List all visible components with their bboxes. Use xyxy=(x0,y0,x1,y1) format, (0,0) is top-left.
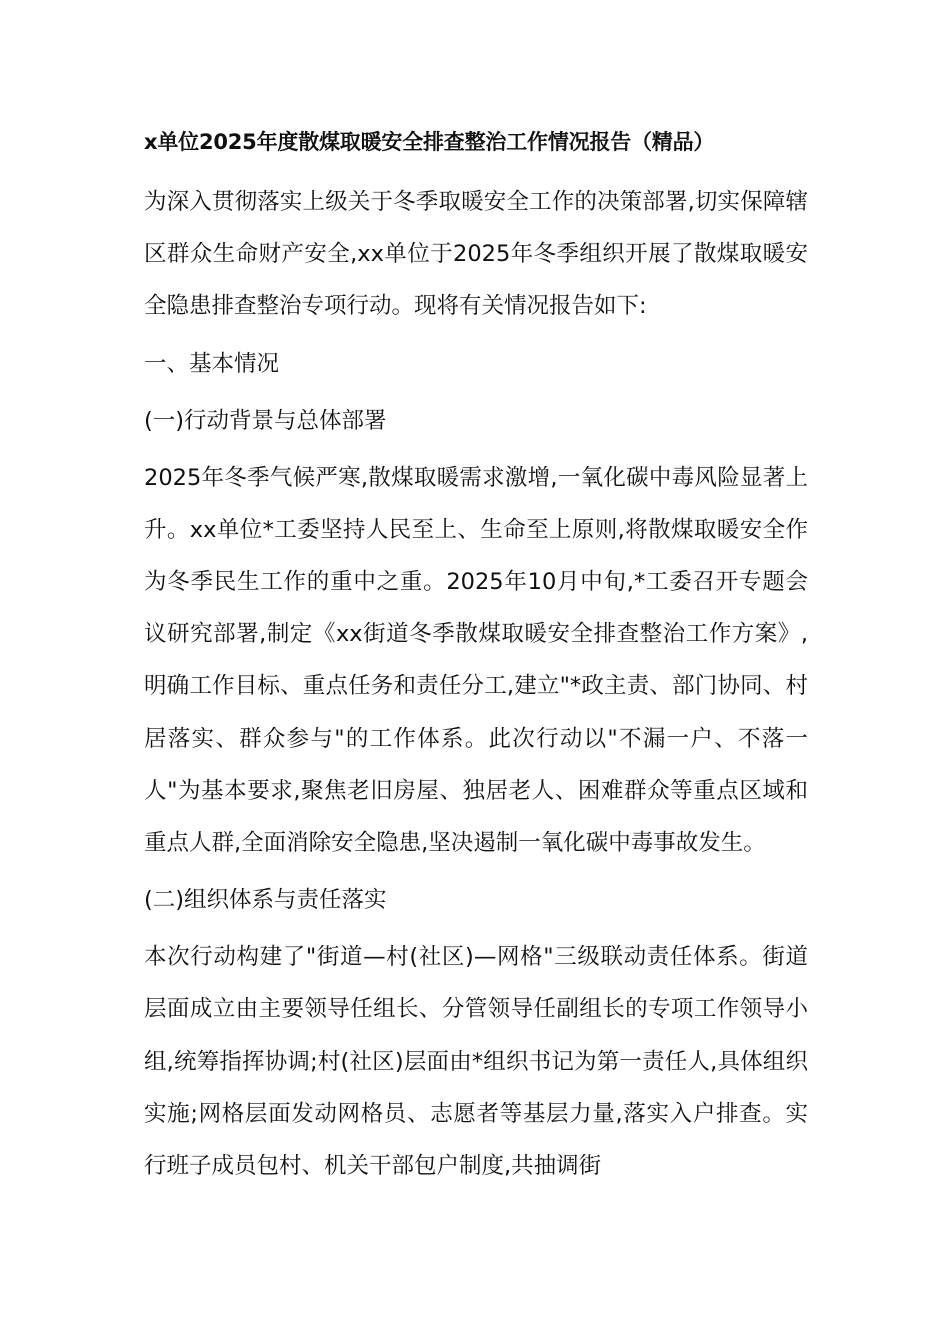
subsection-heading-organization: (二)组织体系与责任落实 xyxy=(144,887,387,914)
document-title: x单位2025年度散煤取暖安全排查整治工作情况报告（精品） xyxy=(144,130,715,154)
organization-paragraph: 本次行动构建了"街道—村(社区)—网格"三级联动责任体系。街道层面成立由主要领导任组长、分管领导任副组长的专项工作领导小组,统筹指挥协调;村(社区)层面由*组织书记为第一责任人,具体组织实施;网格层面发动网格员、志愿者等基层力量,落实入户排查。实行班子成员包村、机关干部包户制度,共抽调街 xyxy=(144,944,808,1180)
document-body xyxy=(144,122,808,1197)
subsection-heading-background: (一)行动背景与总体部署 xyxy=(144,407,387,434)
background-paragraph: 2025年冬季气候严寒,散煤取暖需求激增,一氧化碳中毒风险显著上升。xx单位*工委坚持人民至上、生命至上原则,将散煤取暖安全作为冬季民生工作的重中之重。2025年10月中旬,*工委召开专题会议研究部署,制定《xx街道冬季散煤取暖安全排查整治工作方案》,明确工作目标、重点任务和责任分工,建立"*政主责、部门协同、村居落实、群众参与"的工作体系。此次行动以"不漏一户、不落一人"为基本要求,聚焦老旧房屋、独居老人、困难群众等重点区域和重点人群,全面消除安全隐患,坚决遏制一氧化碳中毒事故发生。 xyxy=(144,464,808,857)
section-heading-basic-info: 一、基本情况 xyxy=(144,350,280,377)
intro-paragraph: 为深入贯彻落实上级关于冬季取暖安全工作的决策部署,切实保障辖区群众生命财产安全,xx单位于2025年冬季组织开展了散煤取暖安全隐患排查整治专项行动。现将有关情况报告如下: xyxy=(144,189,808,320)
